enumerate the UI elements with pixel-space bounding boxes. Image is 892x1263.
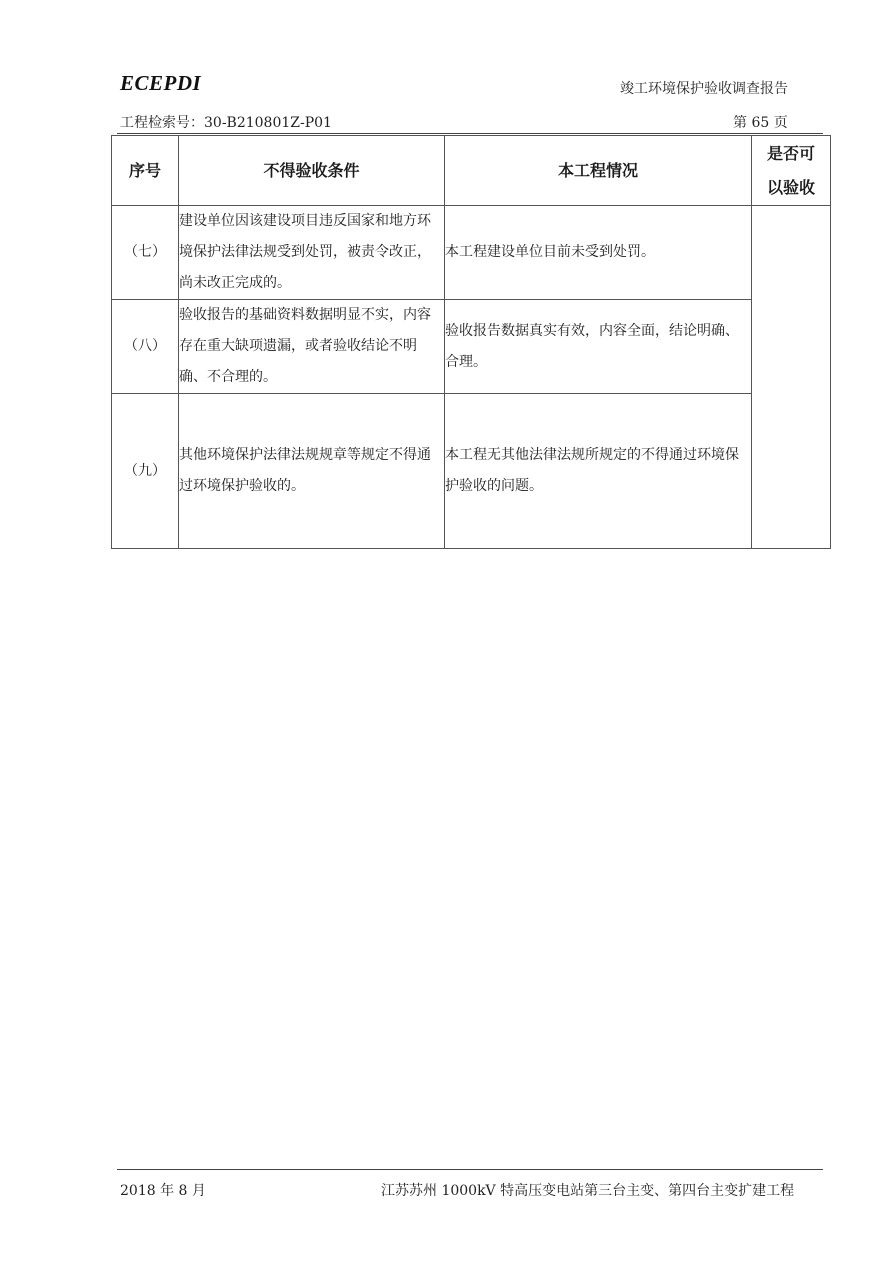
table-header-row xyxy=(112,136,831,206)
table-row xyxy=(112,300,831,394)
row-status: 本工程建设单位目前未受到处罚。 xyxy=(445,206,752,300)
footer-date: 2018 年 8 月 xyxy=(120,1183,206,1199)
header-seq: 序号 xyxy=(112,136,179,206)
document-index-number: 工程检索号：30-B210801Z-P01 xyxy=(120,115,332,131)
header-status: 本工程情况 xyxy=(445,136,752,206)
header-condition: 不得验收条件 xyxy=(179,136,445,206)
row-seq: （九） xyxy=(112,394,179,549)
row-status: 本工程无其他法律法规所规定的不得通过环境保护验收的问题。 xyxy=(445,394,752,549)
row-seq: （八） xyxy=(112,300,179,394)
report-title: 竣工环境保护验收调查报告 xyxy=(620,81,788,97)
row-condition: 建设单位因该建设项目违反国家和地方环境保护法律法规受到处罚，被责令改正，尚未改正完成的。 xyxy=(179,206,445,300)
row-condition: 其他环境保护法律法规规章等规定不得通过环境保护验收的。 xyxy=(179,394,445,549)
row-seq: （七） xyxy=(112,206,179,300)
acceptance-conditions-table xyxy=(111,135,831,549)
acceptable-cell xyxy=(752,206,831,549)
company-logo: ECEPDI xyxy=(120,71,202,95)
header-acceptable xyxy=(752,136,831,206)
header-acceptable-line1: 是否可 xyxy=(766,143,815,163)
footer-project-name: 江苏苏州 1000kV 特高压变电站第三台主变、第四台主变扩建工程 xyxy=(381,1183,795,1199)
row-status: 验收报告数据真实有效，内容全面，结论明确、合理。 xyxy=(445,300,752,394)
header-divider xyxy=(117,133,823,134)
table-row xyxy=(112,206,831,300)
row-condition: 验收报告的基础资料数据明显不实，内容存在重大缺项遗漏，或者验收结论不明确、不合理的。 xyxy=(179,300,445,394)
table-row xyxy=(112,394,831,549)
footer-divider xyxy=(117,1169,823,1170)
page-number: 第 65 页 xyxy=(733,115,788,131)
header-acceptable-line2: 以验收 xyxy=(766,177,815,197)
